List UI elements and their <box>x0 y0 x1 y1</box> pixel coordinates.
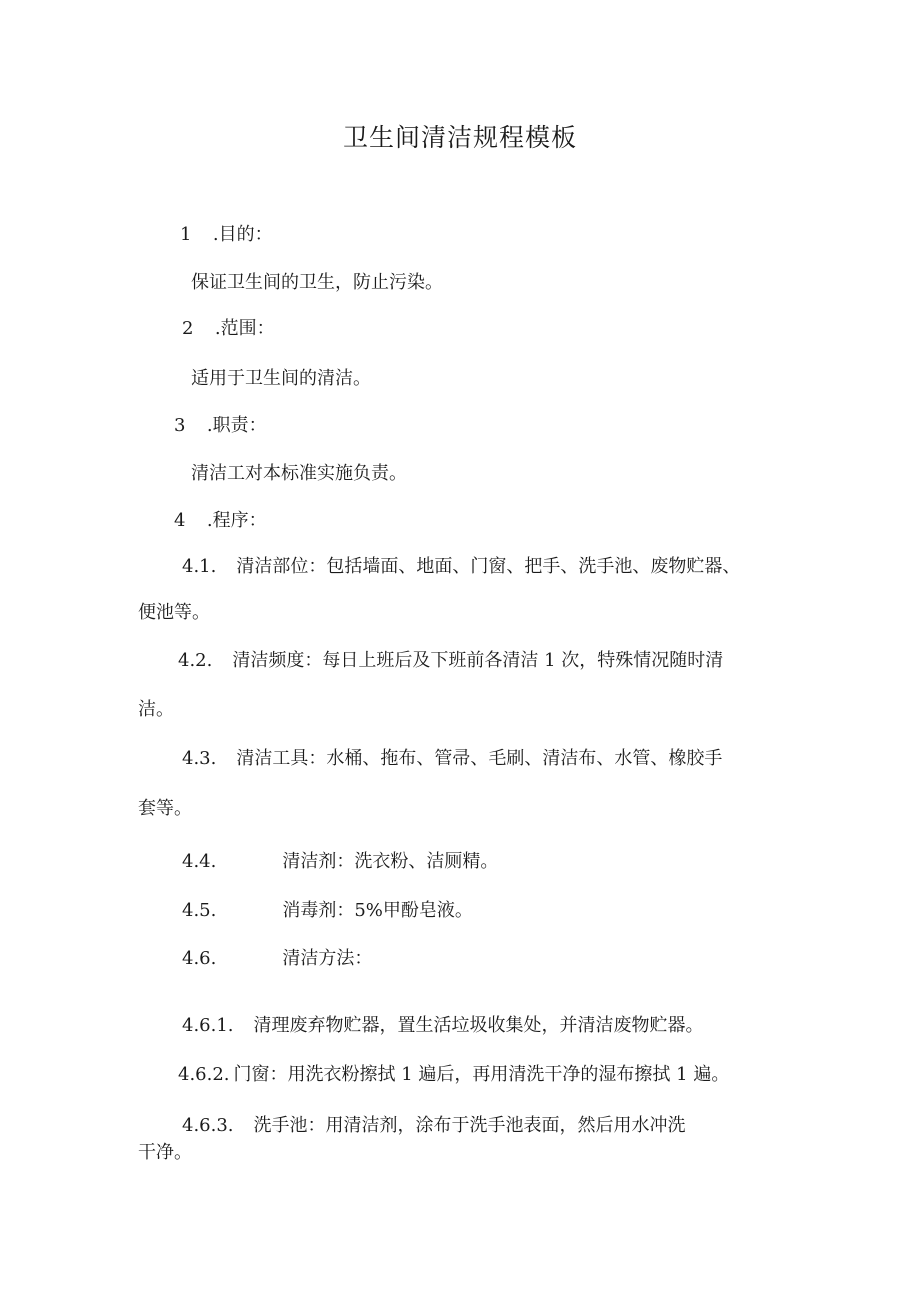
item-4-1-text: 清洁部位：包括墙面、地面、门窗、把手、洗手池、废物贮器、 <box>236 556 741 577</box>
item-4-6 <box>182 946 372 972</box>
item-4-1-line-2: 便池等。 <box>138 602 210 623</box>
item-4-3-number: 4.3. <box>182 748 217 769</box>
section-4-label: .程序： <box>206 510 267 531</box>
item-4-6-number: 4.6. <box>182 948 217 969</box>
item-4-3-line-1 <box>182 746 722 772</box>
item-4-6-1 <box>182 1013 704 1039</box>
item-4-5 <box>182 898 473 924</box>
item-4-1-line-1 <box>182 554 740 580</box>
item-4-6-2-text: 门窗：用洗衣粉擦拭 1 遍后，再用清洗干净的湿布擦拭 1 遍。 <box>233 1064 730 1085</box>
item-4-2-text: 清洁频度：每日上班后及下班前各清洁 1 次，特殊情况随时清 <box>232 650 724 671</box>
item-4-5-text: 消毒剂：5%甲酚皂液。 <box>282 900 473 921</box>
section-3-number: 3 <box>174 415 186 436</box>
item-4-6-3-line-2: 干净。 <box>138 1142 192 1163</box>
section-1-heading <box>180 222 273 248</box>
section-4-heading <box>174 508 267 534</box>
item-4-4-text: 清洁剂：洗衣粉、洁厕精。 <box>282 851 499 872</box>
item-4-6-1-number: 4.6.1. <box>182 1015 234 1036</box>
item-4-6-1-text: 清理废弃物贮器，置生活垃圾收集处，并清洁废物贮器。 <box>253 1015 704 1036</box>
item-4-6-3-number: 4.6.3. <box>182 1115 234 1136</box>
item-4-6-2 <box>178 1062 729 1088</box>
item-4-3-text: 清洁工具：水桶、拖布、管帚、毛刷、清洁布、水管、橡胶手 <box>236 748 723 769</box>
section-2-heading <box>182 316 275 342</box>
section-1-body: 保证卫生间的卫生，防止污染。 <box>191 272 443 293</box>
item-4-6-3-line-1 <box>182 1113 686 1139</box>
item-4-3-line-2: 套等。 <box>138 798 192 819</box>
section-3-label: .职责： <box>206 415 267 436</box>
section-3-body: 清洁工对本标准实施负责。 <box>191 463 407 484</box>
item-4-6-text: 清洁方法： <box>282 948 373 969</box>
section-1-label: .目的： <box>212 224 273 245</box>
section-2-label: .范围： <box>214 318 275 339</box>
section-3-heading <box>174 413 267 439</box>
section-2-number: 2 <box>182 318 194 339</box>
item-4-2-number: 4.2. <box>178 650 213 671</box>
item-4-2-line-2: 洁。 <box>138 699 174 720</box>
section-2-body: 适用于卫生间的清洁。 <box>191 368 371 389</box>
item-4-1-number: 4.1. <box>182 556 217 577</box>
item-4-5-number: 4.5. <box>182 900 217 921</box>
item-4-4-number: 4.4. <box>182 851 217 872</box>
item-4-4 <box>182 849 498 875</box>
section-1-number: 1 <box>180 224 192 245</box>
document-title: 卫生间清洁规程模板 <box>342 123 577 152</box>
item-4-6-3-text: 洗手池：用清洁剂，涂布于洗手池表面，然后用水冲洗 <box>253 1115 686 1136</box>
section-4-number: 4 <box>174 510 186 531</box>
item-4-2-line-1 <box>178 648 723 674</box>
item-4-6-2-number: 4.6.2. <box>178 1064 230 1085</box>
